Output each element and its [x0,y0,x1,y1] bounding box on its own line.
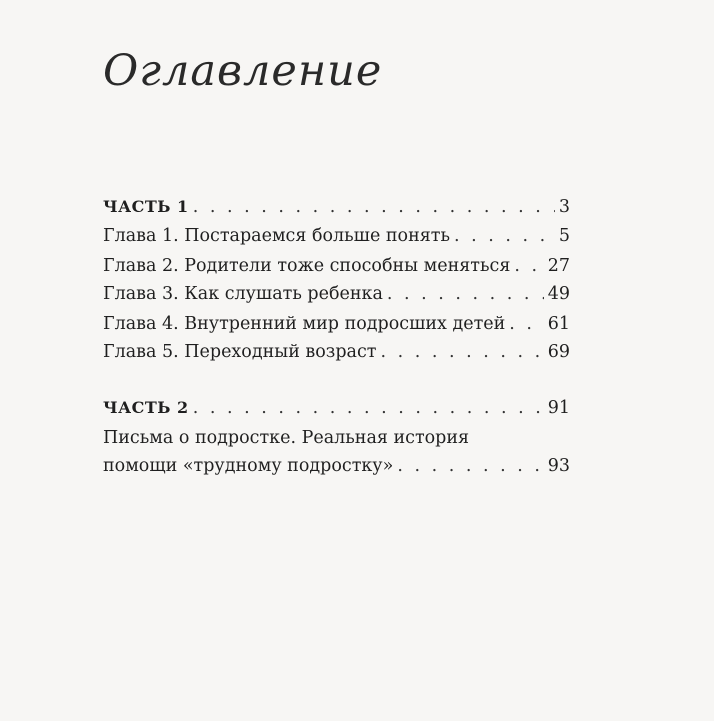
dot-leader [380,338,543,366]
toc-chapter-3[interactable] [103,280,570,308]
toc-chapter-label: Глава 4. Внутренний мир подросших детей [103,314,506,334]
toc-chapter-page: 49 [547,284,570,304]
toc-chapter-label: Глава 5. Переходный возраст [103,342,377,362]
toc-letters-line-1[interactable]: Письма о подростке. Реальная история [103,428,470,448]
toc-chapter-page: 69 [547,342,570,362]
toc-part-2-label: ЧАСТЬ 2 [103,398,189,417]
toc-chapter-label: Глава 1. Постараемся больше понять [103,226,450,246]
toc-chapter-1[interactable] [103,222,570,250]
toc-chapter-5[interactable] [103,338,570,366]
toc-chapter-2[interactable] [103,252,570,280]
dot-leader [397,452,543,480]
toc-chapter-page: 61 [547,314,570,334]
toc-letters[interactable] [103,452,570,480]
toc-part-2[interactable] [103,394,570,422]
toc-chapter-label: Глава 2. Родители тоже способны меняться [103,256,511,276]
dot-leader [193,394,544,422]
dot-leader [454,222,555,250]
page-title: Оглавление [103,46,383,96]
dot-leader [193,193,555,221]
toc-letters-page: 93 [547,456,570,476]
toc-part-1-page: 3 [558,197,570,217]
dot-leader [514,252,543,280]
toc-chapter-page: 27 [547,256,570,276]
toc-chapter-page: 5 [558,226,570,246]
toc-letters-line-2: помощи «трудному подростку» [103,456,394,476]
toc-part-2-page: 91 [547,398,570,418]
dot-leader [387,280,544,308]
dot-leader [509,310,543,338]
toc-part-1[interactable] [103,193,570,221]
toc-chapter-4[interactable] [103,310,570,338]
toc-part-1-label: ЧАСТЬ 1 [103,197,189,216]
toc-chapter-label: Глава 3. Как слушать ребенка [103,284,383,304]
